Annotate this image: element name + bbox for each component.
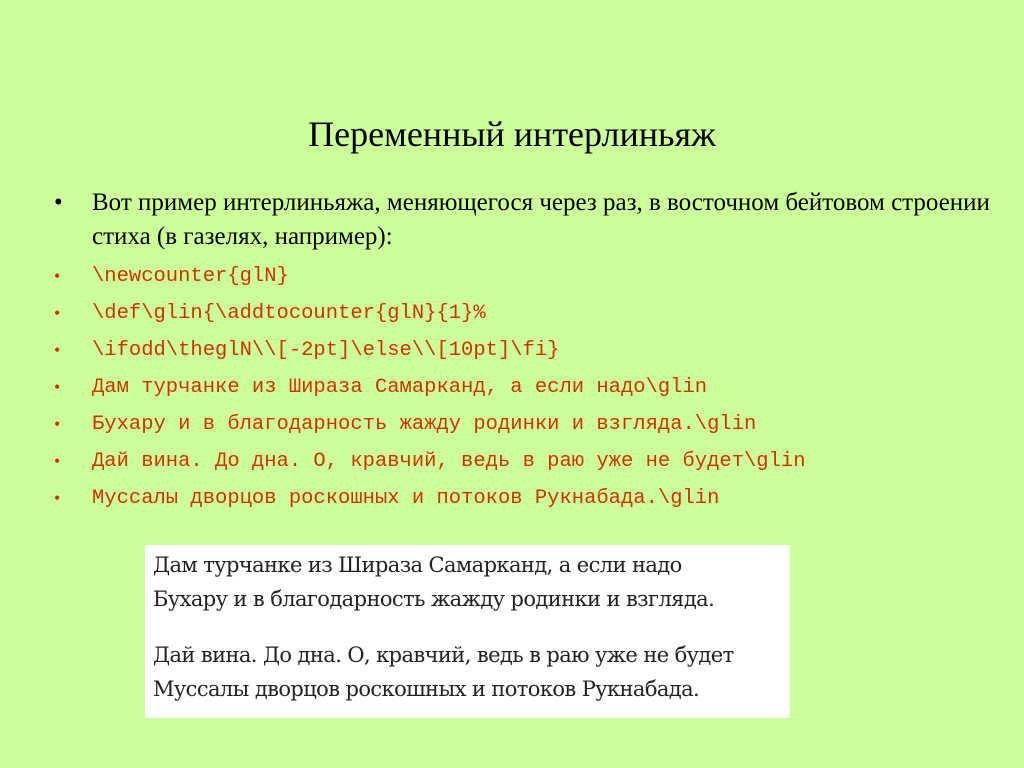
bullet-icon: • [54,451,61,471]
verse-line: Муссалы дворцов роскошных и потоков Рукнабада. [153,677,700,701]
bullet-icon: • [54,414,61,434]
code-line [52,258,1012,295]
verse-line: Дам турчанке из Шираза Самарканд, а если надо [153,553,682,577]
stanza-2 [153,639,790,707]
code-line [52,406,1012,443]
code-line [52,332,1012,369]
verse-line: Бухару и в благодарность жажду родинки и взгляда. [153,587,715,611]
intro-text: Вот пример интерлиньяжа, меняющегося через раз, в восточном бейтовом строении стиха (в газелях, например): [92,189,990,250]
bullet-icon: • [54,340,61,360]
code-line-text: Муссалы дворцов роскошных и потоков Рукнабада.\glin [92,487,720,510]
slide-title: Переменный интерлиньяж [308,114,716,154]
code-line-text: Дай вина. До дна. О, кравчий, ведь в раю уже не будет\glin [92,450,806,473]
bullet-list [52,186,1012,517]
code-line [52,443,1012,480]
bullet-icon: • [54,488,61,508]
rendered-example-box [145,545,790,718]
intro-bullet [52,186,1012,254]
code-line [52,295,1012,332]
code-line [52,369,1012,406]
bullet-icon: • [54,377,61,397]
code-line-text: \ifodd\theglN\\[-2pt]\else\\[10pt]\fi} [92,339,560,362]
code-line-text: Бухару и в благодарность жажду родинки и взгляда.\glin [92,413,757,436]
bullet-icon: • [54,189,63,216]
code-line-text: \def\glin{\addtocounter{glN}{1}% [92,302,486,325]
code-line [52,480,1012,517]
verse-line: Дай вина. До дна. О, кравчий, ведь в раю уже не будет [153,643,734,667]
code-line-text: Дам турчанке из Шираза Самарканд, а если надо\glin [92,376,708,399]
stanza-1 [153,549,790,617]
bullet-icon: • [54,266,61,286]
code-line-text: \newcounter{glN} [92,265,289,288]
bullet-icon: • [54,303,61,323]
